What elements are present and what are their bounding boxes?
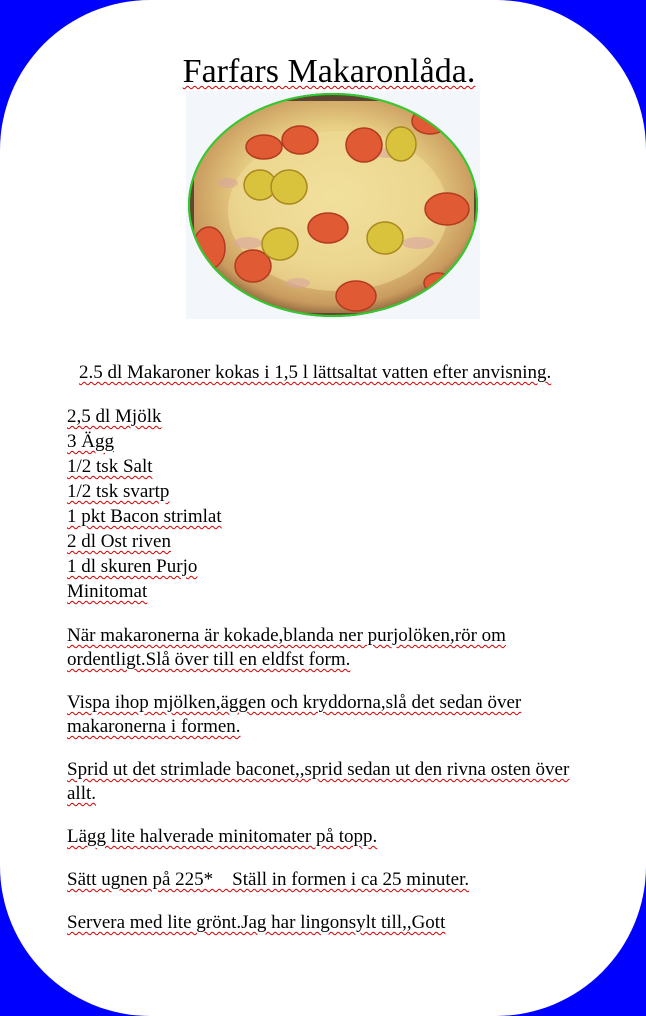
ingredient-item: 1/2 tsk Salt xyxy=(67,456,153,477)
recipe-title: Farfars Makaronlåda. xyxy=(182,53,476,90)
ingredient-list xyxy=(67,404,222,604)
instruction-list xyxy=(67,624,587,954)
ingredient-item: 3 Ägg xyxy=(67,431,114,452)
instruction-step: Sätt ugnen på 225* Ställ in formen i ca 25 minuter. xyxy=(67,869,470,890)
instruction-step: När makaronerna är kokade,blanda ner purjolöken,rör om ordentligt.Slå över till en eldfst form. xyxy=(67,625,506,670)
ingredient-item: 1/2 tsk svartp xyxy=(67,481,170,502)
ingredient-item: 1 pkt Bacon strimlat xyxy=(67,506,222,527)
intro-text: 2.5 dl Makaroner kokas i 1,5 l lättsaltat vatten efter anvisning. xyxy=(79,362,552,383)
ingredient-item: 2 dl Ost riven xyxy=(67,531,171,552)
ingredient-item: 1 dl skuren Purjo xyxy=(67,556,198,577)
ingredient-item: Minitomat xyxy=(67,581,148,602)
instruction-step: Sprid ut det strimlade baconet,,sprid sedan ut den rivna osten över allt. xyxy=(67,759,570,804)
ingredient-item: 2,5 dl Mjölk xyxy=(67,406,162,427)
instruction-step: Servera med lite grönt.Jag har lingonsylt till,,Gott xyxy=(67,912,446,933)
instruction-step: Lägg lite halverade minitomater på topp. xyxy=(67,826,378,847)
instruction-step: Vispa ihop mjölken,äggen och kryddorna,slå det sedan över makaronerna i formen. xyxy=(67,692,522,737)
casserole-photo xyxy=(188,93,479,318)
